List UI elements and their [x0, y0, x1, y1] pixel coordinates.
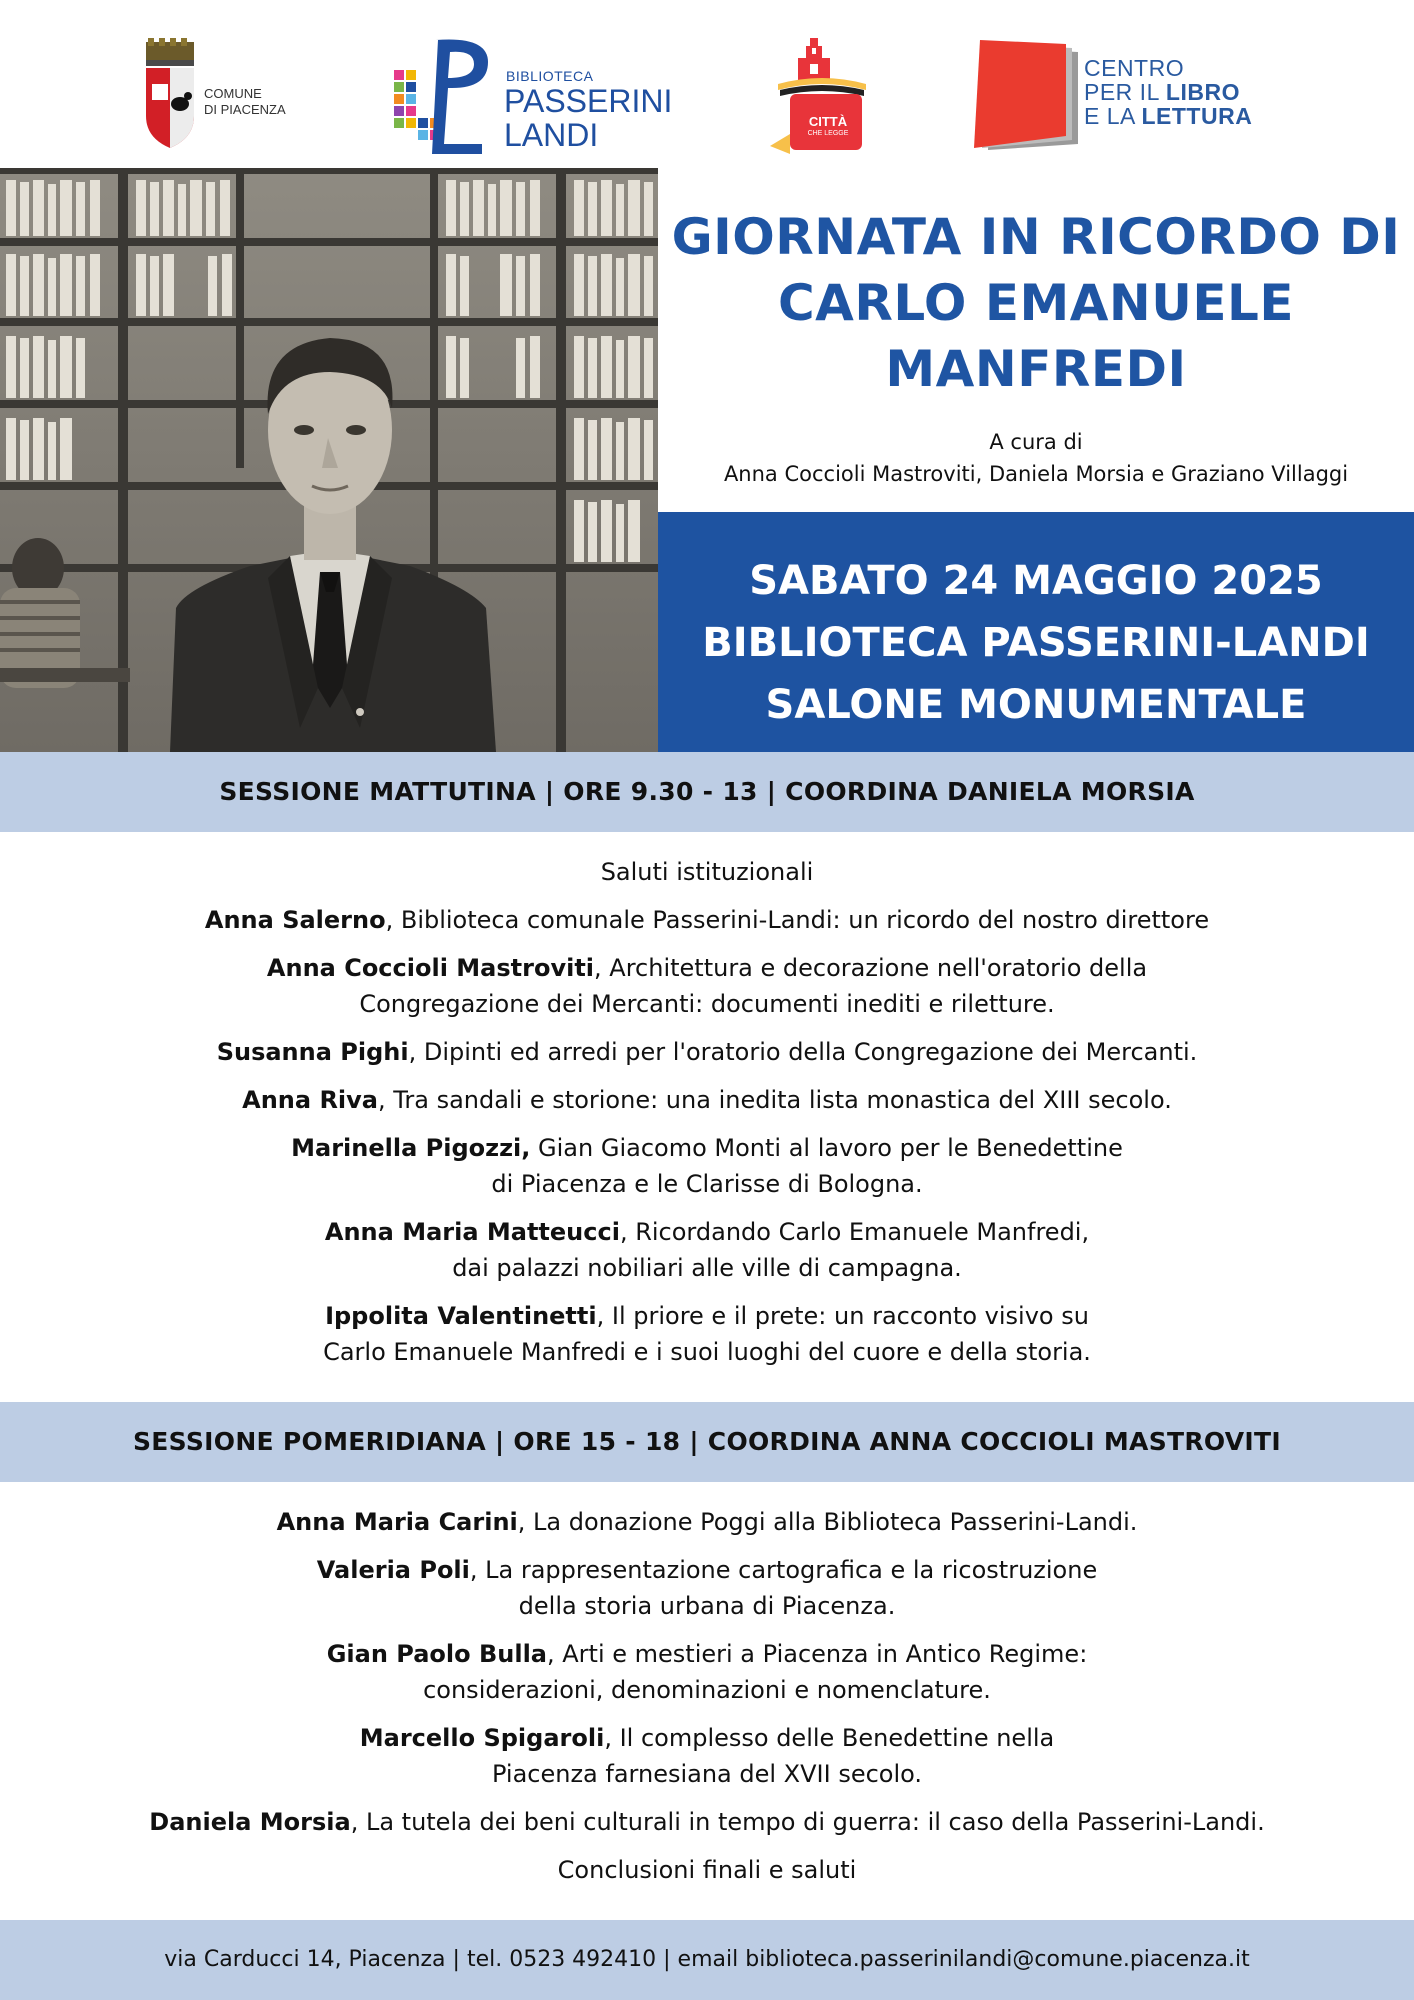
biblioteca-logo-line2: LANDI: [504, 117, 599, 153]
talk-item: [0, 1034, 1414, 1070]
talk-item: [0, 1082, 1414, 1118]
talk-item: [0, 1504, 1414, 1540]
afternoon-program: [0, 1504, 1414, 1900]
talk-title-cont: dai palazzi nobiliari alle ville di campagna.: [452, 1254, 962, 1282]
title-block: [658, 168, 1414, 512]
morning-session-header: SESSIONE MATTUTINA | ORE 9.30 - 13 | COORDINA DANIELA MORSIA: [0, 752, 1414, 832]
event-date: SABATO 24 MAGGIO 2025: [749, 558, 1323, 604]
talk-title: , Ricordando Carlo Emanuele Manfredi,: [619, 1218, 1090, 1246]
talk-item: [0, 1552, 1414, 1624]
pl-monogram-icon: [392, 36, 504, 156]
curators: [658, 426, 1414, 490]
talk-title: , Il complesso delle Benedettine nella: [604, 1724, 1055, 1752]
comune-logo: [140, 38, 300, 150]
talk-title: , Biblioteca comunale Passerini-Landi: un ricordo del nostro direttore: [385, 906, 1210, 934]
curators-label: A cura di: [989, 430, 1083, 454]
coat-of-arms-icon: [140, 38, 200, 150]
program-closing: Conclusioni finali e saluti: [557, 1856, 857, 1884]
portrait-photo: [0, 168, 658, 752]
event-venue: BIBLIOTECA PASSERINI-LANDI: [702, 620, 1370, 666]
cepell-logo-line2a: PER IL: [1084, 79, 1166, 105]
talk-title-cont: di Piacenza e le Clarisse di Bologna.: [491, 1170, 923, 1198]
cepell-logo-line3b: LETTURA: [1141, 103, 1253, 129]
morning-program: [0, 854, 1414, 1382]
program-intro: Saluti istituzionali: [600, 858, 814, 886]
talk-title: , La tutela dei beni culturali in tempo di guerra: il caso della Passerini-Landi.: [350, 1808, 1265, 1836]
talk-title: , Dipinti ed arredi per l'oratorio della Congregazione dei Mercanti.: [408, 1038, 1198, 1066]
speaker-name: Anna Maria Matteucci: [324, 1218, 620, 1246]
talk-title: , La donazione Poggi alla Biblioteca Passerini-Landi.: [517, 1508, 1138, 1536]
event-title-line3: MANFREDI: [885, 340, 1187, 398]
talk-title-cont: Piacenza farnesiana del XVII secolo.: [491, 1760, 923, 1788]
speaker-name: Daniela Morsia: [149, 1808, 351, 1836]
talk-item: [0, 950, 1414, 1022]
speaker-name: Gian Paolo Bulla: [326, 1640, 547, 1668]
talk-title-cont: Carlo Emanuele Manfredi e i suoi luoghi del cuore e della storia.: [323, 1338, 1091, 1366]
afternoon-session-header: SESSIONE POMERIDIANA | ORE 15 - 18 | COORDINA ANNA COCCIOLI MASTROVITI: [0, 1402, 1414, 1482]
talk-item: [0, 1130, 1414, 1202]
speaker-name: Valeria Poli: [316, 1556, 470, 1584]
talk-title: Gian Giacomo Monti al lavoro per le Benedettine: [530, 1134, 1123, 1162]
citta-logo-line1: CITTÀ: [808, 114, 848, 129]
speaker-name: Susanna Pighi: [216, 1038, 409, 1066]
event-title-line2: CARLO EMANUELE: [777, 274, 1295, 332]
talk-item: [0, 902, 1414, 938]
curators-names: Anna Coccioli Mastroviti, Daniela Morsia e Graziano Villaggi: [723, 462, 1349, 486]
cepell-logo-line1: CENTRO: [1084, 55, 1185, 81]
talk-title: , Tra sandali e storione: una inedita lista monastica del XIII secolo.: [377, 1086, 1172, 1114]
speaker-name: Ippolita Valentinetti: [325, 1302, 597, 1330]
talk-title-cont: Congregazione dei Mercanti: documenti inediti e riletture.: [359, 990, 1055, 1018]
book-pages-icon: [972, 38, 1084, 154]
speaker-name: Marinella Pigozzi,: [291, 1134, 531, 1162]
talk-title: , La rappresentazione cartografica e la ricostruzione: [469, 1556, 1098, 1584]
portrait-illustration: [0, 168, 658, 752]
talk-title-cont: della storia urbana di Piacenza.: [518, 1592, 896, 1620]
talk-item: [0, 1804, 1414, 1840]
talk-title-cont: considerazioni, denominazioni e nomenclature.: [423, 1676, 991, 1704]
event-details: [658, 512, 1414, 752]
talk-item: [0, 1636, 1414, 1708]
cepell-logo-line2b: LIBRO: [1165, 79, 1240, 105]
biblioteca-logo-small: BIBLIOTECA: [506, 68, 594, 84]
talk-title: , Il priore e il prete: un racconto visivo su: [596, 1302, 1089, 1330]
biblioteca-logo-line1: PASSERINI: [504, 83, 673, 119]
speaker-name: Anna Maria Carini: [276, 1508, 518, 1536]
biblioteca-logo: [392, 36, 682, 156]
event-title-line1: GIORNATA IN RICORDO DI: [671, 208, 1401, 266]
logo-header: [0, 0, 1414, 168]
citta-che-legge-logo: [768, 38, 876, 154]
speaker-name: Anna Coccioli Mastroviti: [266, 954, 595, 982]
footer-contact: via Carducci 14, Piacenza | tel. 0523 492410 | email biblioteca.passerinilandi@comune.piacenza.it: [0, 1920, 1414, 2000]
cepell-logo-line3a: E LA: [1084, 103, 1142, 129]
talk-item: [0, 1720, 1414, 1792]
talk-item: [0, 1214, 1414, 1286]
speaker-name: Anna Salerno: [204, 906, 386, 934]
comune-logo-line2: DI PIACENZA: [204, 102, 286, 117]
citta-logo-line2: CHE LEGGE: [807, 130, 849, 137]
talk-title: , Architettura e decorazione nell'oratorio della: [594, 954, 1148, 982]
cepell-logo: [972, 38, 1292, 154]
talk-title: , Arti e mestieri a Piacenza in Antico Regime:: [547, 1640, 1088, 1668]
talk-item: [0, 1298, 1414, 1370]
event-title: [658, 204, 1414, 402]
speaker-name: Anna Riva: [242, 1086, 378, 1114]
event-room: SALONE MONUMENTALE: [765, 682, 1307, 728]
comune-logo-line1: COMUNE: [204, 86, 262, 101]
speaker-name: Marcello Spigaroli: [359, 1724, 605, 1752]
